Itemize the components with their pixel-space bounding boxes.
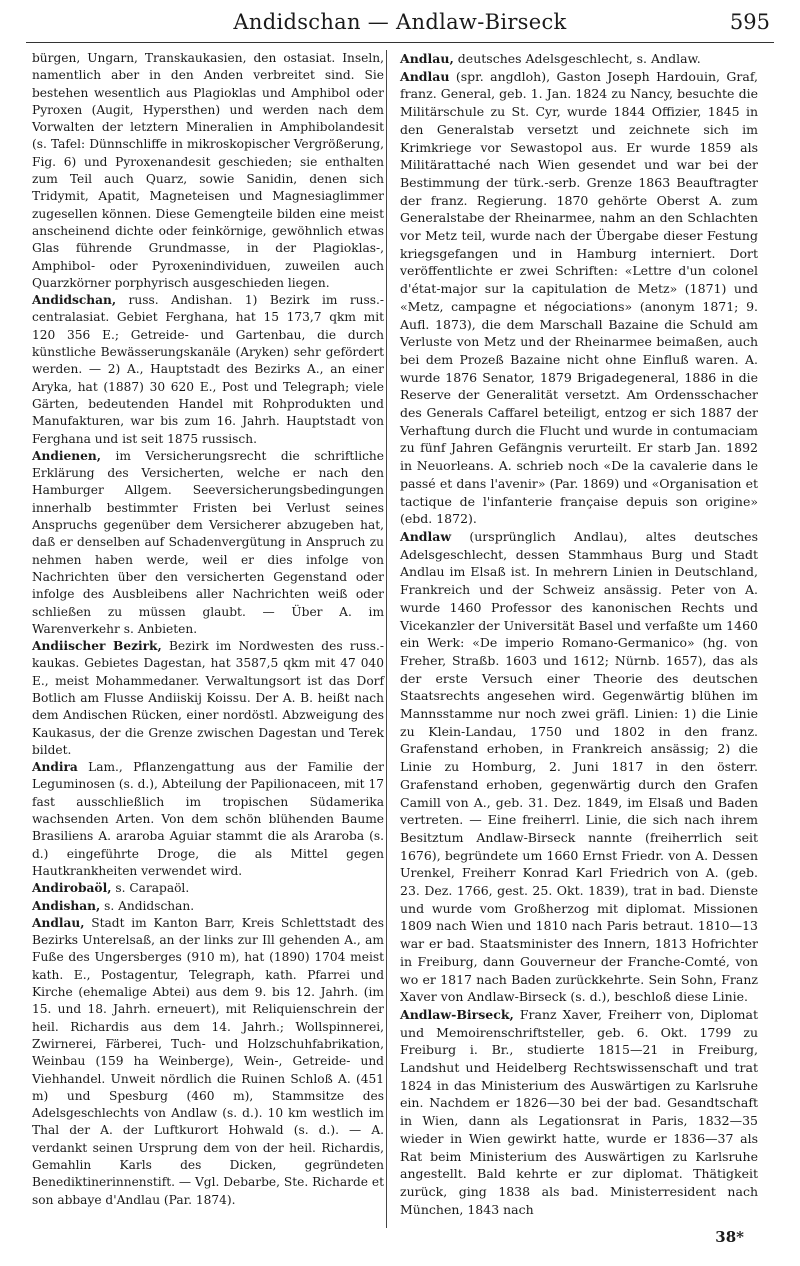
entry-text: im Versicherungsrecht die schriftliche Erklärung des Versicherten, welche er nach den Hamburger Allgem. Seeversicherungsbedingungen innerhalb bestimmter Fristen bei Verlust seines Anspruchs gegenüber dem Versicherer abzugeben hat, daß er denselben auf Schadenvergütung in Anspruch zu nehmen haben werde, weil er dies infolge von Nachrichten über den versicherten Gegenstand oder infolge des Ausbleibens aller Nachrichten weiß oder schließen zu müssen glaubt. — Über A. im Warenverkehr s. Anbieten. — [32, 448, 384, 636]
entry-head: Andirobaöl, — [32, 881, 112, 896]
page-number: 595 — [729, 10, 770, 34]
entry-head: Andlau, — [400, 51, 454, 66]
entry-text: bürgen, Ungarn, Transkaukasien, den ostasiat. Inseln, namentlich aber in den Anden verbreitet sind. Sie bestehen wesentlich aus Plagioklas und Amphibol oder Pyroxen (Augit, Hypersthen) und werden nach dem Vorwalten der letztern Mineralien in Amphibolandesit (s. Tafel: Dünnschliffe in mikroskopischer Vergrößerung, Fig. 6) und Pyroxenandesit geschieden; sie enthalten zum Teil auch Quarz, sowie Sanidin, denen sich Tridymit, Apatit, Magneteisen und Magnesiaglimmer zugesellen können. Diese Gemengteile bilden eine meist anscheinend dichte oder feinkörnige, gewöhnlich etwas Glas führende Grundmasse, in der Plagioklas-, Amphibol- oder Pyroxenindividuen, zuweilen auch Quarzkörner porphyrisch ausgeschieden liegen. — [32, 51, 384, 290]
entry-text: (ursprünglich Andlau), altes deutsches Adelsgeschlecht, dessen Stammhaus Burg und Stadt Andlau im Elsaß ist. In mehrern Linien in Deutschland, Frankreich und der Schweiz ansässig. Peter von A. wurde 1460 Professor des kanonischen Rechts und Vicekanzler der Universität Basel und verfaßte um 1460 ein Werk: «De imperio Romano-Germanico» (hg. von Freher, Straßb. 1603 und 1612; Nürnb. 1657), das als der erste Versuch einer Theorie des deutschen Staatsrechts angesehen wird. Gegenwärtig blühen im Mannsstamme nur noch zwei gräfl. Linien: 1) die Linie zu Klein-Landau, 1750 und 1802 in den franz. Grafenstand erhoben, in Frankreich ansässig; 2) die Linie zu Homburg, 2. Juni 1817 in den österr. Grafenstand erhoben, gegenwärtig durch den Grafen Camill von A., geb. 31. Dez. 1849, im Elsaß und Baden vertreten. — Eine freiherrl. Linie, die sich nach ihrem Besitztum Andlaw-Birseck nannte (freiherrlich seit 1676), begründete um 1660 Ernst Friedr. von A. Dessen Urenkel, Freiherr Konrad Karl Friedrich von A. (geb. 23. Dez. 1766, gest. 25. Okt. 1839), trat in bad. Dienste und wurde vom Großherzog mit diplomat. Missionen 1809 nach Wien und 1810 nach Paris betraut. 1810—13 war er bad. Staatsminister des Innern, 1813 Hofrichter in Freiburg, dann Gouverneur der Franche-Comté, von wo er 1817 nach Baden zurückkehrte. Sein Sohn, Franz Xaver von Andlaw-Birseck (s. d.), beschloß diese Linie. — [400, 528, 758, 1005]
page-header — [22, 8, 778, 38]
entry-andesit-cont — [32, 50, 384, 292]
entry-text: Stadt im Kanton Barr, Kreis Schlettstadt des Bezirks Unterelsaß, an der links zur Ill gehenden A., am Fuße des Ungersberges (910 m), hat (1890) 1704 meist kath. E., Postagentur, Telegraph, kath. Pfarrei und Kirche (ehemalige Abtei) aus dem 9. bis 12. Jahrh. (im 15. und 18. Jahrh. erneuert), mit Reliquienschrein der heil. Richardis aus dem 14. Jahrh.; Wollspinnerei, Zwirnerei, Färberei, Tuch- und Holzschuhfabrikation, Weinbau (159 ha Weinberge), Wein-, Getreide- und Viehhandel. Unweit nördlich die Ruinen Schloß A. (451 m) und Spesburg (460 m), Stammsitze des Adelsgeschlechts von Andlaw (s. d.). 10 km westlich im Thal der A. der Luftkurort Hohwald (s. d.). — A. verdankt seinen Ursprung dem von der heil. Richardis, Gemahlin Karls des Dicken, gegründeten Benediktinerinnenstift. — Vgl. Debarbe, Ste. Richarde et son abbaye d'Andlau (Par. 1874). — [32, 915, 384, 1207]
entry-text: russ. Andishan. 1) Bezirk im russ.-centralasiat. Gebiet Ferghana, hat 15 173,7 qkm mit 120 356 E.; Getreide- und Gartenbau, die durch künstliche Bewässerungskanäle (Aryken) sehr gefördert werden. — 2) A., Hauptstadt des Bezirks A., an einer Aryka, hat (1887) 30 620 E., Post und Telegraph; viele Gärten, bedeutenden Handel mit Rohprodukten und Manufakturen, war bis zum 16. Jahrh. Hauptstadt von Ferghana und ist seit 1875 russisch. — [32, 293, 384, 446]
signature-mark: 38* — [715, 1228, 744, 1246]
entry-head: Andiischer Bezirk, — [32, 639, 162, 654]
entry-andishan — [32, 898, 384, 915]
entry-andidschan — [32, 292, 384, 448]
entry-andiischer-bezirk — [32, 638, 384, 759]
entry-andlau-graf — [400, 68, 758, 528]
entry-head: Andlau, — [32, 915, 85, 930]
entry-head: Andlaw-Birseck, — [400, 1006, 514, 1022]
entry-text: Bezirk im Nordwesten des russ.-kaukas. Gebietes Dagestan, hat 3587,5 qkm mit 47 040 E., meist Mohammedaner. Verwaltungsort ist das Dorf Botlich am Flusse Andiiskij Koissu. Der A. B. heißt nach dem Andischen Rücken, einer nordöstl. Abzweigung des Kaukasus, der die Grenze zwischen Dagestan und Terek bildet. — [32, 639, 384, 757]
entry-head: Andira — [32, 760, 78, 775]
entry-text: s. Andidschan. — [100, 898, 195, 913]
entry-head: Andishan, — [32, 898, 101, 913]
column-divider — [386, 50, 387, 1228]
running-title: Andidschan — Andlaw-Birseck — [233, 10, 567, 34]
entry-andlaw — [400, 528, 758, 1006]
entry-head: Andlaw — [400, 528, 452, 544]
entry-text: Lam., Pflanzengattung aus der Familie der Leguminosen (s. d.), Abteilung der Papilionaceen, mit 17 fast ausschließlich im tropischen Südamerika wachsenden Arten. Von dem schön blühenden Baume Brasiliens A. araroba Aguiar stammt die als Araroba (s. d.) eingeführte Droge, die als Mittel gegen Hautkrankheiten verwendet wird. — [32, 760, 384, 878]
entry-andlau-stadt — [32, 915, 384, 1209]
entry-andira — [32, 759, 384, 880]
entry-andlau-adel — [400, 50, 758, 68]
entry-text: (spr. angdloh), Gaston Joseph Hardouin, Graf, franz. General, geb. 1. Jan. 1824 zu Nancy, besuchte die Militärschule zu St. Cyr, wurde 1844 Offizier, 1845 in den Generalstab versetzt und zeichnete sich im Krimkriege vor Sewastopol aus. Er wurde 1859 als Militärattaché nach Wien gesendet und war bei der Bestimmung der türk.-serb. Grenze 1863 Beauftragter der franz. Regierung. 1870 gehörte Oberst A. zum Generalstabe der Rheinarmee, nahm an den Schlachten vor Metz teil, wurde nach der Übergabe dieser Festung kriegsgefangen und in Hamburg interniert. Dort veröffentlichte er zwei Schriften: «Lettre d'un colonel d'état-major sur la capitulation de Metz» (1871) und «Metz, campagne et négociations» (anonym 1871; 9. Aufl. 1873), die dem Marschall Bazaine die Schuld am Verluste von Metz und der Rheinarmee beimaßen, auch bei dem Prozeß Bazaine nicht ohne Einfluß waren. A. wurde 1876 Senator, 1879 Brigadegeneral, 1886 in die Reserve der Generalität versetzt. Am Ordensschacher des Generals Caffarel beteiligt, entzog er sich 1887 der Verhaftung durch die Flucht und wurde in contumaciam zu fünf Jahren Gefängnis verurteilt. Er starb Jan. 1892 in Neuorleans. A. schrieb noch «De la cavalerie dans le passé et dans l'avenir» (Par. 1869) und «Organisation et tactique de l'infanterie française depuis son origine» (ebd. 1872). — [400, 68, 758, 527]
entry-andienen — [32, 448, 384, 638]
entry-andirobaoel — [32, 880, 384, 897]
entry-head: Andidschan, — [32, 293, 117, 308]
right-column — [400, 50, 758, 1218]
entry-head: Andlau — [400, 68, 450, 84]
left-column — [32, 50, 384, 1209]
entry-text: deutsches Adelsgeschlecht, s. Andlaw. — [453, 51, 701, 66]
entry-text: Franz Xaver, Freiherr von, Diplomat und Memoirenschriftsteller, geb. 6. Okt. 1799 zu Freiburg i. Br., studierte 1815—21 in Freiburg, Landshut und Heidelberg Rechtswissenschaft und trat 1824 in das Ministerium des Auswärtigen zu Karlsruhe ein. Nachdem er 1826—30 bei der bad. Gesandtschaft in Wien, dann als Legationsrat in Paris, 1832—35 wieder in Wien gewirkt hatte, wurde er 1836—37 als Rat beim Ministerium des Auswärtigen zu Karlsruhe angestellt. Bald kehrte er zur diplomat. Thätigkeit zurück, ging 1838 als bad. Ministerresident nach München, 1843 nach — [400, 1006, 758, 1217]
entry-head: Andienen, — [32, 448, 101, 463]
entry-text: s. Carapaöl. — [111, 881, 190, 896]
entry-andlaw-birseck — [400, 1006, 758, 1218]
header-rule — [26, 42, 774, 43]
